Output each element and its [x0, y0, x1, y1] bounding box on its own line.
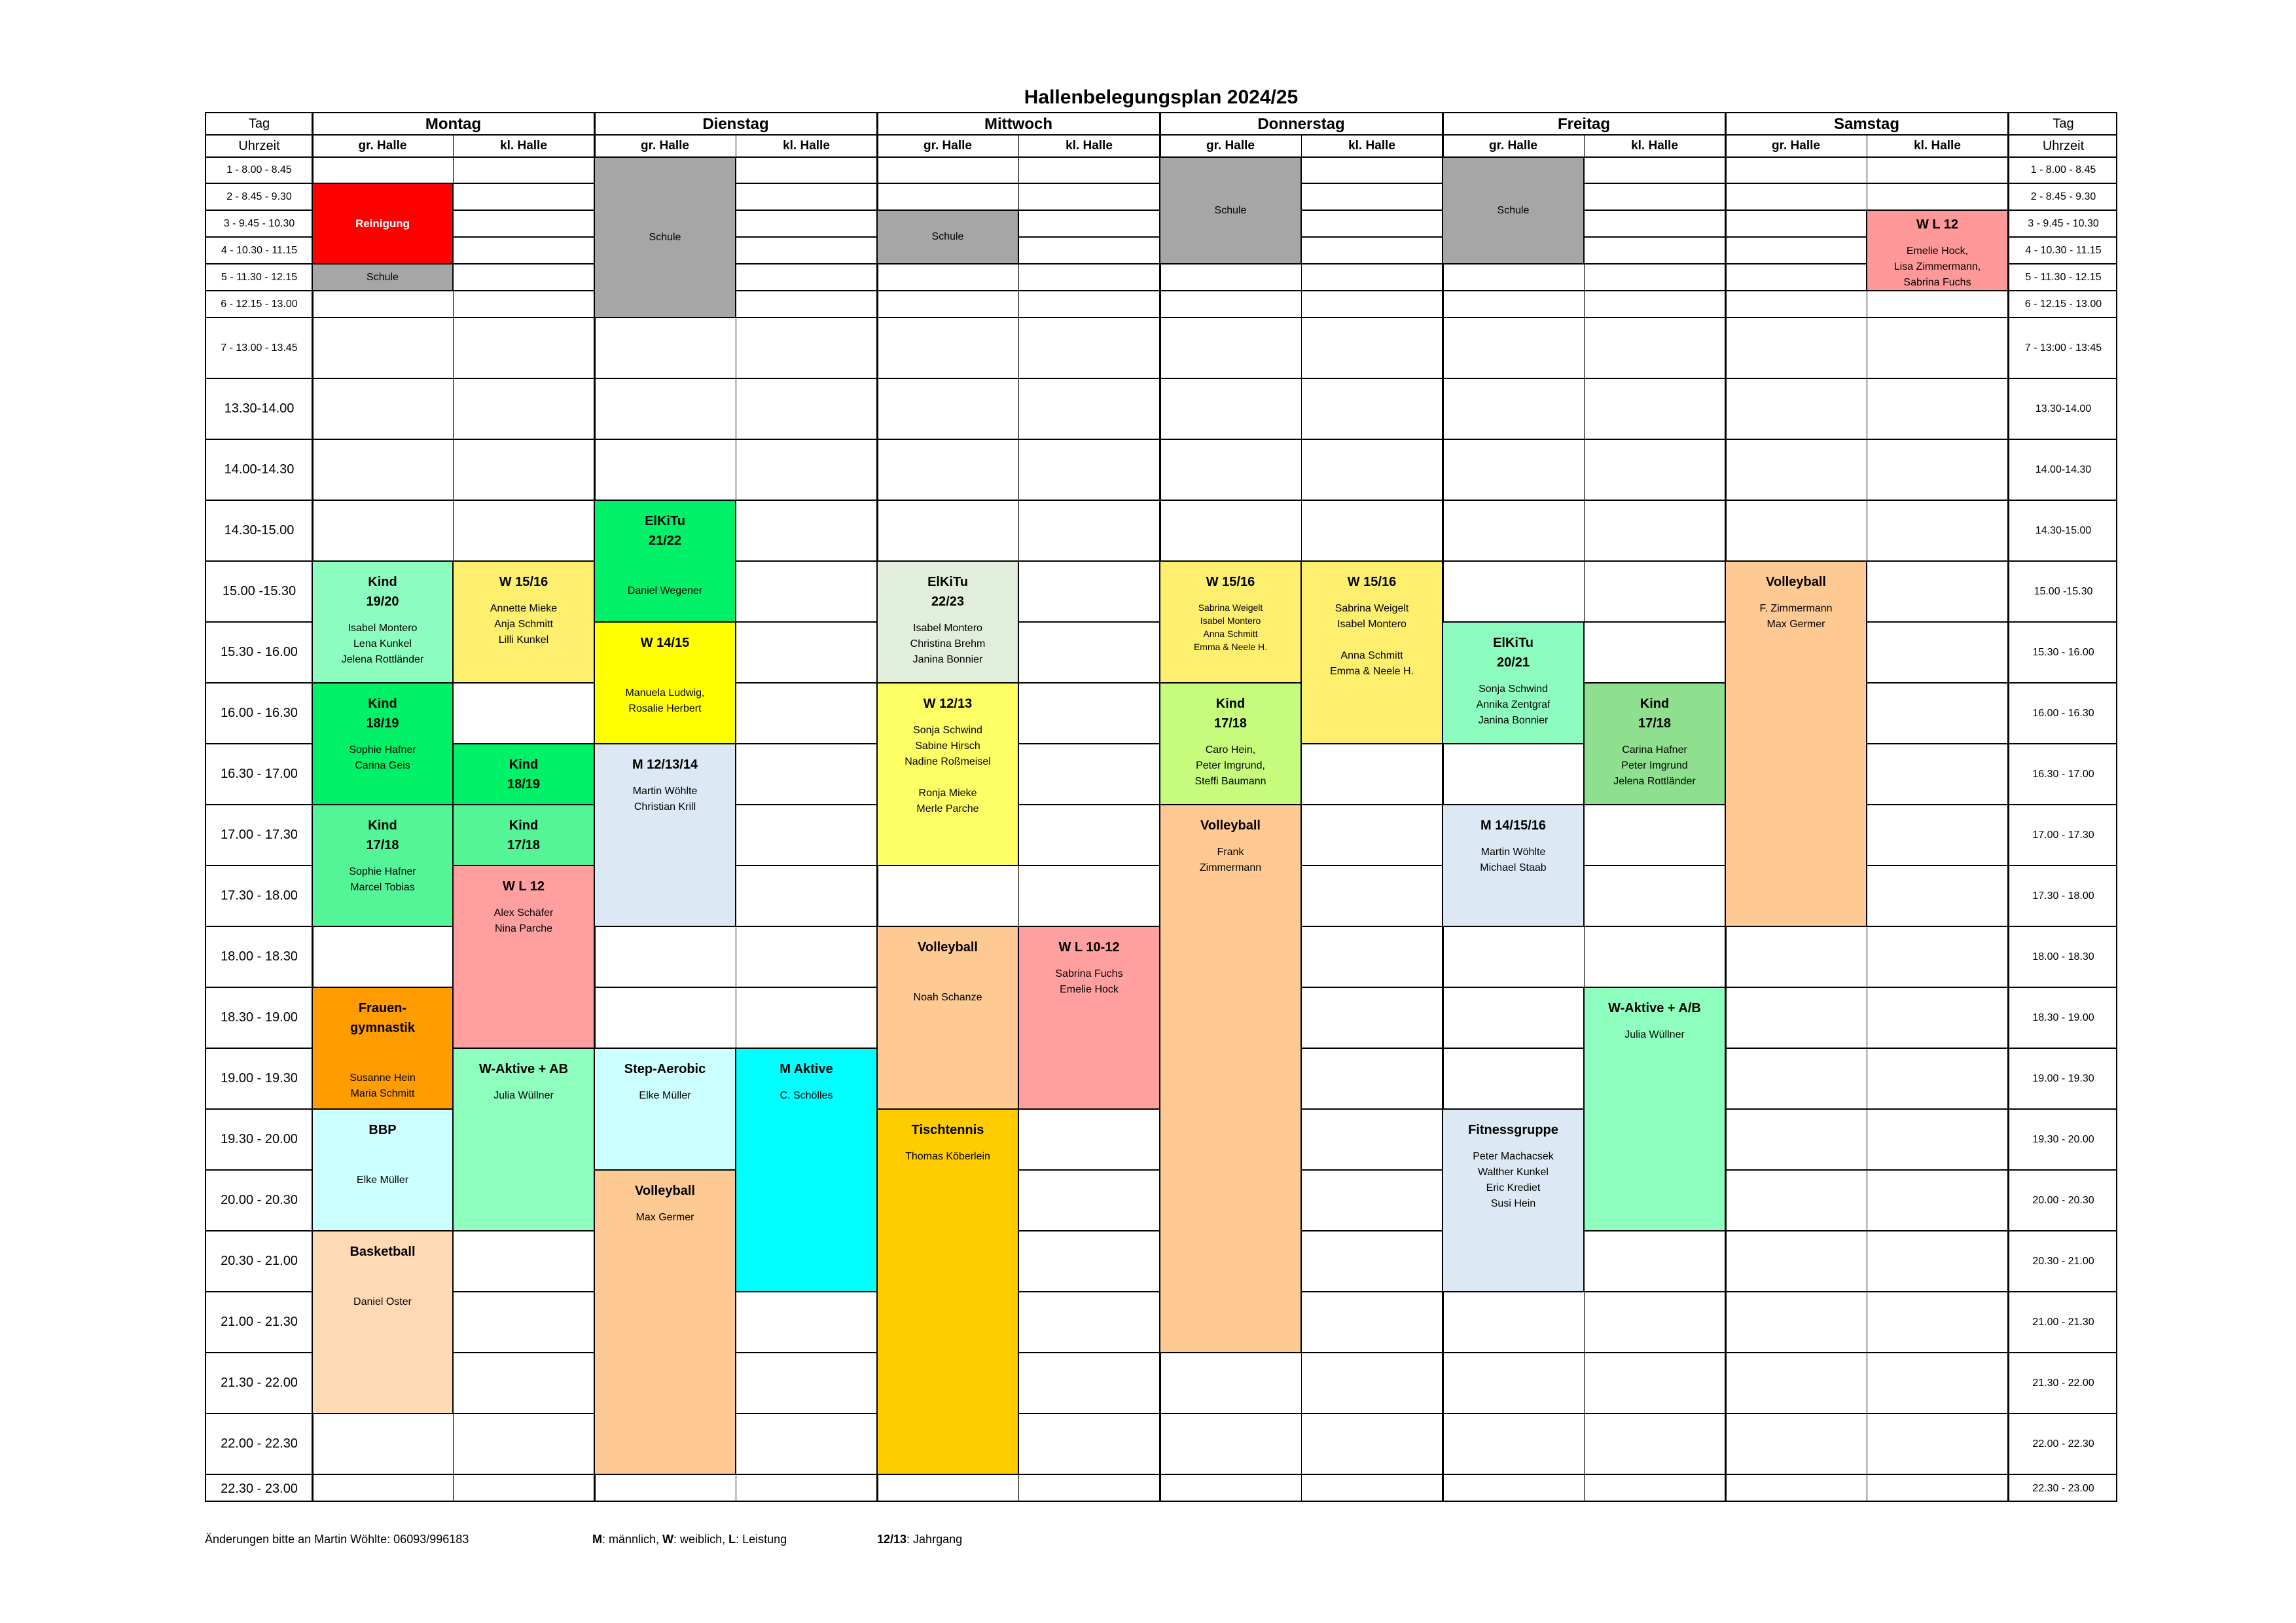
booking-name: Isabel Montero: [1200, 615, 1261, 626]
booking-name: Elke Müller: [639, 1090, 691, 1101]
booking-title: ElKiTu 21/22: [645, 514, 685, 548]
grid-line: [206, 1413, 2117, 1414]
booking-name: Carina Hafner: [1622, 744, 1687, 756]
time-slot-label: 19.30 - 20.00: [221, 1132, 298, 1146]
booking-title: ElKiTu 22/23: [927, 575, 968, 609]
booking-title: Fitnessgruppe: [1468, 1123, 1558, 1137]
booking-name: Nina Parche: [494, 923, 553, 934]
booking-block: [1442, 804, 1585, 927]
time-slot-label-right: 18.30 - 19.00: [2032, 1012, 2094, 1023]
booking-title: M 12/13/14: [632, 757, 698, 772]
booking-title: Kind 17/18: [507, 818, 541, 852]
time-slot-label-right: 15.00 -15.30: [2034, 585, 2093, 597]
footer-legend: [592, 1529, 787, 1549]
booking-title: BBP: [368, 1123, 397, 1137]
booking-name: F. Zimmermann: [1759, 603, 1833, 614]
hall-header-gr: gr. Halle: [358, 139, 407, 153]
booking-name: Anja Schmitt: [494, 619, 553, 630]
booking-title: Reinigung: [355, 217, 410, 230]
booking-name: Martin Wöhlte: [1480, 847, 1546, 858]
booking-name: Emma & Neele H.: [1329, 666, 1414, 677]
booking-block: [594, 743, 736, 927]
booking-title: Kind 18/19: [507, 757, 541, 792]
day-header: Dienstag: [702, 115, 769, 133]
time-slot-label-right: 3 - 9.45 - 10.30: [2028, 217, 2099, 229]
booking-title: M 14/15/16: [1480, 818, 1547, 833]
booking-title: Schule: [1214, 204, 1247, 216]
booking-name: Julia Wüllner: [1624, 1029, 1685, 1040]
hall-header-kl: kl. Halle: [1348, 139, 1395, 153]
time-slot-label-right: 1 - 8.00 - 8.45: [2030, 164, 2096, 175]
hall-header-gr: gr. Halle: [1489, 139, 1537, 153]
booking-block: [312, 987, 454, 1110]
time-slot-label-right: 17.00 - 17.30: [2032, 829, 2094, 841]
booking-block: [1300, 560, 1443, 744]
booking-block: [594, 500, 736, 623]
grid-line: [206, 500, 2117, 501]
footer-jahrgang: [877, 1529, 962, 1549]
time-slot-label-right: 21.00 - 21.30: [2032, 1316, 2094, 1328]
booking-name: Sabrina Weigelt: [1335, 603, 1409, 614]
booking-block: [1583, 682, 1726, 805]
time-slot-label: 17.00 - 17.30: [221, 828, 298, 842]
booking-name: Emelie Hock: [1060, 984, 1119, 995]
booking-name: Thomas Köberlein: [905, 1151, 990, 1162]
booking-block: [1018, 926, 1160, 1110]
time-slot-label: 16.00 - 16.30: [221, 706, 298, 720]
booking-title: Kind 17/18: [1638, 697, 1672, 731]
booking-title: Schule: [649, 231, 681, 243]
booking-name: Maria Schmitt: [350, 1088, 415, 1099]
booking-name: Merle Parche: [916, 803, 979, 814]
time-slot-label: 1 - 8.00 - 8.45: [226, 164, 292, 175]
booking-name: Sophie Hafner: [349, 744, 416, 756]
legend-w: W: [662, 1533, 674, 1546]
booking-name: Anna Schmitt: [1203, 629, 1258, 639]
time-slot-label: 15.30 - 16.00: [221, 645, 298, 659]
booking-name: Annette Mieke: [490, 603, 558, 614]
booking-title: Schule: [931, 231, 964, 242]
booking-name: Isabel Montero: [913, 623, 982, 634]
time-slot-label-right: 7 - 13:00 - 13:45: [2024, 342, 2102, 354]
booking-block: [312, 682, 454, 805]
time-slot-label-right: 5 - 11.30 - 12.15: [2025, 271, 2102, 283]
booking-title: Volleyball: [1766, 575, 1826, 589]
booking-block: [594, 1169, 736, 1475]
booking-title: W 15/16: [499, 575, 548, 589]
booking-name: Julia Wüllner: [493, 1090, 554, 1101]
booking-name: Lisa Zimmermann,: [1893, 261, 1981, 272]
booking-block: [1442, 621, 1585, 744]
booking-block: [312, 1108, 454, 1231]
booking-name: Rosalie Herbert: [628, 703, 702, 714]
time-slot-label: 7 - 13.00 - 13.45: [221, 342, 298, 354]
booking-block: [1725, 560, 1867, 927]
booking-title: M Aktive: [780, 1062, 833, 1076]
grid-line: [206, 290, 2117, 291]
booking-block: [1866, 210, 2009, 291]
time-slot-label-right: 13.30-14.00: [2035, 403, 2092, 414]
grid-line: [206, 439, 2117, 440]
booking-name: Isabel Montero: [1337, 619, 1407, 630]
grid-line: [206, 317, 2117, 318]
time-slot-label-right: 2 - 8.45 - 9.30: [2030, 191, 2096, 202]
hall-header-kl: kl. Halle: [1631, 139, 1678, 153]
booking-title: Kind 17/18: [1213, 697, 1247, 731]
booking-title: Basketball: [350, 1245, 416, 1259]
time-slot-label-right: 19.30 - 20.00: [2032, 1133, 2094, 1145]
booking-name: Max Germer: [1767, 619, 1825, 630]
booking-block: [1442, 1108, 1585, 1292]
time-slot-label: 22.30 - 23.00: [221, 1481, 298, 1496]
booking-name: Carina Geis: [355, 760, 410, 771]
hall-header-kl: kl. Halle: [500, 139, 547, 153]
booking-name: Susanne Hein: [350, 1072, 416, 1084]
time-slot-label: 20.30 - 21.00: [221, 1254, 298, 1268]
time-slot-label: 6 - 12.15 - 13.00: [221, 298, 298, 310]
booking-title: W-Aktive + A/B: [1608, 1001, 1701, 1015]
time-slot-label: 18.00 - 18.30: [221, 949, 298, 964]
booking-name: Jelena Rottländer: [1613, 776, 1696, 787]
booking-name: Daniel Oster: [353, 1296, 412, 1307]
booking-title: W 14/15: [640, 636, 690, 650]
time-slot-label: 21.00 - 21.30: [221, 1315, 298, 1329]
booking-block: [1442, 156, 1585, 264]
time-slot-label-right: 15.30 - 16.00: [2032, 646, 2094, 658]
grid-line: [206, 378, 2117, 379]
booking-block: [1159, 156, 1302, 264]
time-slot-label-right: 20.00 - 20.30: [2032, 1194, 2094, 1206]
booking-title: Volleyball: [635, 1184, 695, 1198]
schedule-grid: [205, 112, 2117, 1502]
hall-header-kl: kl. Halle: [1066, 139, 1113, 153]
legend-m-text: : männlich,: [602, 1533, 663, 1546]
time-slot-label: 17.30 - 18.00: [221, 888, 298, 903]
booking-name: Peter Imgrund,: [1196, 760, 1265, 771]
hall-header-kl: kl. Halle: [783, 139, 830, 153]
time-slot-label: 22.00 - 22.30: [221, 1436, 298, 1451]
booking-name: Janina Bonnier: [912, 654, 983, 665]
time-slot-label-right: 20.30 - 21.00: [2032, 1255, 2094, 1267]
legend-m: M: [592, 1533, 602, 1546]
booking-name: Daniel Wegener: [627, 585, 703, 596]
booking-name: Emelie Hock,: [1906, 246, 1969, 257]
booking-name: Lena Kunkel: [353, 638, 412, 649]
booking-title: W L 12: [1916, 217, 1959, 232]
time-slot-label-right: 16.30 - 17.00: [2032, 768, 2094, 780]
time-slot-label: 21.30 - 22.00: [221, 1376, 298, 1390]
hall-header-gr: gr. Halle: [641, 139, 689, 153]
booking-name: C. Schölles: [780, 1090, 833, 1101]
booking-block: [312, 804, 454, 927]
day-header: Freitag: [1557, 115, 1610, 133]
day-header: Mittwoch: [984, 115, 1052, 133]
uhrzeit-label-left: Uhrzeit: [238, 138, 280, 153]
booking-name: Zimmermann: [1199, 862, 1262, 873]
page-title: Hallenbelegungsplan 2024/25: [1024, 86, 1299, 108]
booking-name: Martin Wöhlte: [632, 786, 698, 797]
legend-w-text: : weiblich,: [673, 1533, 729, 1546]
booking-title: Kind 17/18: [366, 818, 399, 852]
booking-name: Caro Hein,: [1205, 744, 1256, 756]
booking-name: Frank: [1217, 847, 1244, 858]
booking-title: W 15/16: [1347, 575, 1397, 589]
booking-name: Walther Kunkel: [1478, 1167, 1549, 1178]
booking-block: [312, 560, 454, 684]
booking-block: [594, 156, 736, 318]
time-slot-label: 16.30 - 17.00: [221, 767, 298, 781]
booking-name: Annika Zentgraf: [1476, 699, 1551, 710]
booking-title: Schule: [1497, 204, 1530, 216]
booking-name: Janina Bonnier: [1478, 715, 1549, 726]
legend-jahrgang-text: : Jahrgang: [906, 1533, 963, 1546]
uhrzeit-label-right: Uhrzeit: [2042, 138, 2085, 153]
booking-title: Volleyball: [1200, 818, 1261, 833]
hall-header-gr: gr. Halle: [924, 139, 972, 153]
booking-name: Alex Schäfer: [493, 907, 554, 919]
time-slot-label-right: 21.30 - 22.00: [2032, 1377, 2094, 1389]
booking-block: [452, 1048, 595, 1231]
booking-block: [735, 1048, 878, 1292]
booking-name: Emma & Neele H.: [1193, 642, 1268, 652]
booking-title: ElKiTu 20/21: [1493, 636, 1534, 670]
booking-name: Lilli Kunkel: [498, 634, 549, 646]
booking-name: Sophie Hafner: [349, 866, 416, 877]
booking-name: Christian Krill: [634, 801, 696, 812]
booking-name: Noah Schanze: [913, 992, 982, 1003]
booking-title: Kind 18/19: [366, 697, 399, 731]
tag-label-left: Tag: [248, 117, 270, 131]
booking-name: Elke Müller: [356, 1175, 409, 1186]
time-slot-label-right: 22.30 - 23.00: [2032, 1483, 2094, 1494]
booking-name: Ronja Mieke: [918, 788, 977, 799]
booking-block: [452, 560, 595, 684]
time-slot-label-right: 14.00-14.30: [2035, 464, 2092, 475]
booking-block: [876, 926, 1019, 1110]
time-slot-label: 18.30 - 19.00: [221, 1010, 298, 1025]
grid-line: [206, 1474, 2117, 1475]
booking-block: [876, 682, 1019, 866]
time-slot-label: 3 - 9.45 - 10.30: [223, 217, 295, 229]
booking-title: Tischtennis: [911, 1123, 984, 1137]
booking-block: [452, 743, 595, 805]
booking-name: Isabel Montero: [348, 623, 418, 634]
booking-block: [312, 263, 454, 291]
time-slot-label: 14.30-15.00: [224, 523, 295, 538]
time-slot-label-right: 19.00 - 19.30: [2032, 1072, 2094, 1084]
booking-name: Susi Hein: [1490, 1198, 1536, 1209]
booking-name: Michael Staab: [1480, 862, 1547, 873]
booking-block: [1583, 987, 1726, 1231]
time-slot-label: 19.00 - 19.30: [221, 1071, 298, 1085]
tag-label-right: Tag: [2053, 117, 2074, 131]
booking-name: Jelena Rottländer: [341, 654, 424, 665]
booking-block: [876, 1108, 1019, 1475]
booking-name: [946, 770, 949, 786]
time-slot-label-right: 4 - 10.30 - 11.15: [2025, 244, 2102, 256]
legend-jahrgang: 12/13: [877, 1533, 907, 1546]
booking-name: Peter Imgrund: [1621, 760, 1688, 771]
time-slot-label-right: 18.00 - 18.30: [2032, 951, 2094, 962]
time-slot-label: 15.00 -15.30: [222, 584, 296, 598]
time-slot-label-right: 14.30-15.00: [2035, 524, 2092, 536]
hall-header-kl: kl. Halle: [1914, 139, 1961, 153]
time-slot-label-right: 17.30 - 18.00: [2032, 890, 2094, 902]
booking-block: [1159, 804, 1302, 1353]
legend-l-text: : Leistung: [736, 1533, 787, 1546]
booking-block: [876, 560, 1019, 684]
booking-name: Sabrina Fuchs: [1903, 277, 1971, 288]
day-header: Samstag: [1833, 115, 1900, 133]
booking-name: Marcel Tobias: [350, 882, 415, 893]
booking-name: Sabrina Fuchs: [1055, 968, 1123, 979]
day-header: Donnerstag: [1257, 115, 1345, 133]
booking-name: Christina Brehm: [910, 638, 986, 649]
booking-title: W L 12: [502, 879, 545, 894]
time-slot-label-right: 22.00 - 22.30: [2032, 1438, 2094, 1450]
time-slot-label-right: 6 - 12.15 - 13.00: [2024, 298, 2102, 310]
booking-name: Sonja Schwind: [1479, 684, 1548, 695]
booking-title: Kind 19/20: [366, 575, 399, 609]
booking-name: Peter Machacsek: [1473, 1151, 1554, 1162]
booking-block: [452, 865, 595, 1049]
time-slot-label: 13.30-14.00: [224, 401, 295, 416]
booking-name: Sabine Hirsch: [915, 740, 980, 752]
booking-name: [1371, 632, 1373, 648]
booking-block: [312, 1230, 454, 1414]
legend-l: L: [728, 1533, 736, 1546]
time-slot-label: 14.00-14.30: [224, 462, 295, 477]
booking-title: W 15/16: [1206, 575, 1255, 589]
booking-name: Eric Krediet: [1486, 1182, 1541, 1194]
time-slot-label: 5 - 11.30 - 12.15: [221, 271, 298, 283]
day-header: Montag: [425, 115, 482, 133]
booking-block: [452, 804, 595, 866]
booking-name: Manuela Ludwig,: [625, 687, 705, 699]
booking-name: Steffi Baumann: [1194, 776, 1266, 787]
hall-header-gr: gr. Halle: [1772, 139, 1820, 153]
time-slot-label: 2 - 8.45 - 9.30: [226, 191, 292, 202]
footer-contact: Änderungen bitte an Martin Wöhlte: 06093/996183: [205, 1533, 469, 1546]
booking-block: [312, 183, 454, 264]
booking-name: Max Germer: [636, 1212, 694, 1223]
booking-block: [876, 210, 1019, 264]
booking-title: Frauen- gymnastik: [350, 1001, 415, 1035]
booking-title: Schule: [367, 271, 399, 283]
booking-name: Sonja Schwind: [913, 725, 982, 736]
hall-header-gr: gr. Halle: [1206, 139, 1255, 153]
booking-name: Nadine Roßmeisel: [905, 756, 991, 767]
booking-title: W-Aktive + AB: [478, 1062, 569, 1076]
booking-block: [594, 1048, 736, 1171]
booking-name: Anna Schmitt: [1340, 650, 1403, 661]
booking-name: Sabrina Weigelt: [1198, 602, 1263, 613]
time-slot-label: 20.00 - 20.30: [221, 1193, 298, 1207]
booking-title: Step-Aerobic: [624, 1062, 706, 1076]
booking-block: [1159, 682, 1302, 805]
booking-title: W 12/13: [923, 697, 973, 711]
time-slot-label: 4 - 10.30 - 11.15: [221, 244, 298, 256]
booking-block: [1159, 560, 1302, 684]
booking-block: [594, 621, 736, 744]
booking-title: W L 10-12: [1058, 940, 1120, 955]
time-slot-label-right: 16.00 - 16.30: [2032, 707, 2094, 719]
booking-title: Volleyball: [918, 940, 978, 955]
